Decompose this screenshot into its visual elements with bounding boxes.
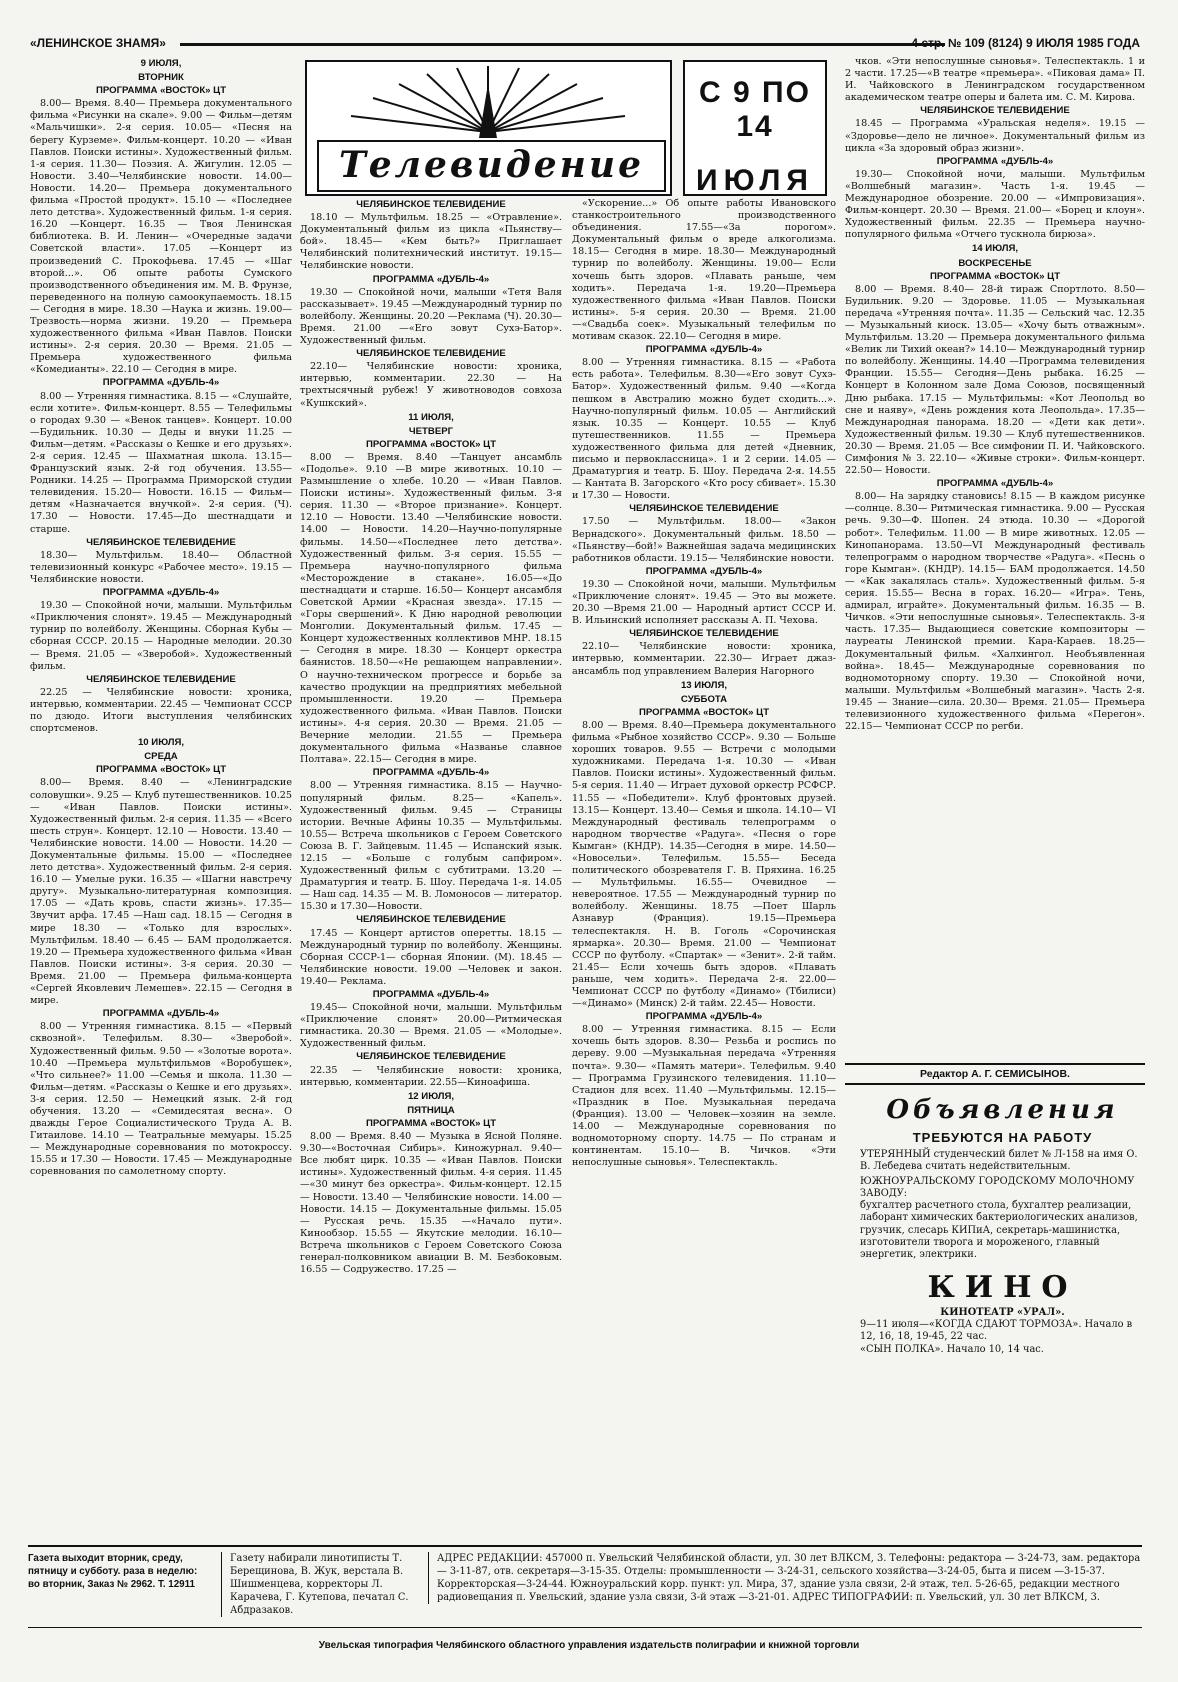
channel-heading: ПРОГРАММА «ВОСТОК» ЦТ — [95, 85, 227, 97]
program-listing: 19.30 — Спокойной ночи, малыши. Мультфильм «Приключения слонят». 19.45 — Международный турнир по волейболу. Женщины. Сборная Кубы — сборная СССР. 20.15 — Народные мелодии. 20.30 — Время. 21.05 — «Зверобой». Художественный фильм. — [30, 600, 292, 672]
program-listing: 8.00— Время. 8.40 — «Ленинградские соловушки». 9.25 — Клуб путешественников. 10.25 — «Иван Павлов. Поиски истины». Художественный фильм. 2-я серия. 11.35 — «Всего шесть струн». Концерт. 12.10 — Новости. 13.40 —Челябинские новости. 14.00 — Новости. 14.20 —Документальные фильмы. 15.00 — «Последнее лето детства». Художественный фильм. 2-я серия. 16.10 — Умелые руки. 16.35 — «Шагни навстречу другу». Музыкально-литературная композиция. 17.05 — «Дать кровь, спасти жизнь». 17.35— Звучит арфа. 17.45 —Наш сад. 18.15 — Сегодня в мире 18.30 — «Только для взрослых». Мультфильм. 18.40 — 6.45 — БАМ продолжается. 19.20 — Премьера художественного фильма «Иван Павлов. Поиски истины». 3-я серия. 20.30 — Время. 21.00 — Премьера фильма-концерта «Сергей Яковлевич Лемешев». 22.15 — Сегодня в мире. — [30, 777, 292, 1007]
program-listing: 17.50 — Мультфильм. 18.00— «Закон Вернадского». Документальный фильм. 18.50 — «Пьянству—бой!» Важнейшая задача медицинских работников области. 19.15— Челябинские новости. — [572, 516, 836, 564]
day-heading: 9 ИЮЛЯ, — [140, 58, 182, 69]
channel-heading: ПРОГРАММА «ДУБЛЬ-4» — [936, 478, 1054, 490]
program-listing: «Ускорение...» Об опыте работы Ивановского станкостроительного производственного объединения. 17.55—«За порогом». Документальный фильм о вреде алкоголизма. 18.15— Сегодня в мире. 18.30— Международный турнир по волейболу. Женщины. 19.00— Если хочешь быть здоров. «Плавать раньше, чем ходить». Передача 1-я. 19.20—Премьера художественного фильма «Иван Павлов. Поиски истины». 5-я серия. 20.30 — Время. 21.00 —«Свадьба соек». Музыкальный телефильм по мотивам сказок. 22.10— Сегодня в мире. — [572, 198, 836, 343]
program-listing: 18.30— Мультфильм. 18.40— Областной телевизионный конкурс «Рабочее место». 19.15 — Челябинские новости. — [30, 549, 292, 585]
channel-heading: ЧЕЛЯБИНСКОЕ ТЕЛЕВИДЕНИЕ — [86, 536, 236, 548]
ads-subtitle: ТРЕБУЮТСЯ НА РАБОТУ — [912, 1130, 1093, 1145]
program-listing: 17.45 — Концерт артистов оперетты. 18.15 — Международный турнир по волейболу. Женщины. Сборная СССР-1— сборная Японии. (М). 18.45 —Челябинские новости. 19.00 —Человек и закон. 19.40— Реклама. — [300, 927, 562, 987]
day-heading: СУББОТА — [680, 693, 728, 705]
column-1 — [30, 56, 292, 1179]
date-month: ИЮЛЯ — [696, 164, 814, 197]
channel-heading: ЧЕЛЯБИНСКОЕ ТЕЛЕВИДЕНИЕ — [920, 105, 1070, 117]
day-heading: ВОСКРЕСЕНЬЕ — [958, 257, 1032, 269]
channel-heading: ПРОГРАММА «ДУБЛЬ-4» — [645, 1011, 763, 1023]
program-listing: 18.45 — Программа «Уральская неделя». 19.15 — «Здоровье—дело не личное». Документальный фильм из цикла «За здоровый образ жизни». — [845, 118, 1145, 154]
program-listing: 22.25 — Челябинские новости: хроника, интервью, комментарии. 22.45 — Чемпионат СССР по дзюдо. Итоги выступления челябинских спортсменов. — [30, 686, 292, 735]
program-listing: 19.30 — Спокойной ночи, малыши «Тетя Валя рассказывает». 19.45 —Международный турнир по волейболу. Женщины. 20.20 —Реклама (Ч). 20.30— Время. 21.00 —«Его зовут Сухэ-Батор». Художественный фильм. — [300, 286, 562, 347]
day-heading: ПЯТНИЦА — [407, 1104, 455, 1116]
kino-title: КИНО — [927, 1269, 1078, 1305]
channel-heading: ПРОГРАММА «ДУБЛЬ-4» — [102, 377, 220, 389]
program-listing: 18.10 — Мультфильм. 18.25 — «Отравление». Документальный фильм из цикла «Пьянству—бой». 18.45— «Кем быть?» Приглашает Челябинский политехнический институт. 19.15— Челябинские новости. — [300, 212, 562, 272]
program-listing: 8.00 — Утренняя гимнастика. 8.15 — «Работа есть работа». Телефильм. 8.30—«Его зовут Сухэ-Батор». Художественный фильм. 9.40 —«Когда пешком в Австралию можно будет сходить...». Научно-популярный фильм. 10.05 — Английский язык. 10.35 — Концерт. 10.55 — Клуб путешественников. 11.55 — Премьера художественного фильма для детей «Дневник, письмо и первоклассница». 1 и 2 серии. 14.05 — Драматургия и театр. Б. Шоу. Передача 2-я. 14.55 — Кантата В. Загорского «Кто росу сбивает». 15.30 и 17.30 — Новости. — [572, 357, 836, 502]
channel-heading: ПРОГРАММА «ДУБЛЬ-4» — [102, 1008, 220, 1020]
channel-heading: ПРОГРАММА «ВОСТОК» ЦТ — [365, 438, 497, 450]
tv-masthead — [305, 60, 680, 194]
lost-notice: УТЕРЯННЫЙ студенческий билет № Л-158 на имя О. В. Лебедева считать недействительным. — [860, 1149, 1138, 1173]
channel-heading: ЧЕЛЯБИНСКОЕ ТЕЛЕВИДЕНИЕ — [629, 628, 779, 640]
program-listing: 8.00 — Утренняя гимнастика. 8.15 — «Слушайте, если хотите». Фильм-концерт. 8.55 — Телефильмы о городах 9.30 — «Венок танцев». Концерт. 10.00 —Будильник. 10.30 — Деды и внуки 11.25 — Фильм—детям. «Рассказы о Кешке и его друзьях». 2-я серия. 12.45 — Шахматная школа. 13.15—Французский язык. 2-й год обучения. 13.55— Родники. 14.25 — Программа Приморской студии телевидения. 15.20— Новости. 16.15 — Фильм—детям «Назначается внучкой». 2-я серия. (Ч). 17.30 — Новости. 17.45—До шестнадцати и старше. — [30, 390, 293, 535]
kino-show-2: «СЫН ПОЛКА». Начало 10, 14 час. — [860, 1343, 1044, 1355]
program-listing: 8.00 — Время. 8.40 — Музыка в Ясной Поляне. 9.30—«Восточная Сибирь». Киножурнал. 9.40— Все любят цирк. 10.35 — «Иван Павлов. Поиски истины». Художественный фильм. 4-я серия. 11.45—«30 минут без оркестра». Фильм-концерт. 12.15— Новости. 13.40 — Челябинские новости. 14.00 — Новости. 14.15 — Документальные фильмы. 15.05 — Русская речь. 15.35 —«Начало пути». Кинообзор. 15.55 — Якутские мелодии. 16.10— Встреча школьников с Героем Советского Союза генерал-полковником авиации В. М. Безбоковым. 16.55 — Содружество. 17.25 — — [300, 1131, 562, 1276]
program-listing: 8.00 — Утренняя гимнастика. 8.15 — Если хочешь быть здоров. 8.30— Резьба и роспись по дереву. 9.00 —Музыкальная передача «Утренняя почта». 9.30— «Память матери». Телефильм. 9.40— Программа Грузинского телевидения. 11.10— Стадион для всех. 11.40 —Мультфильмы. 12.15— «Праздник в Пое. Музыкальная передача (Франция). 13.00 — Человек—хозяин на земле. 14.00 — Международные соревнования по водномоторному спорту. 14.75 — По странам и континентам. 15.10— В. Чичков. «Эти непослушные сыновья». Телеспектакль. — [572, 1024, 836, 1169]
header-rule — [180, 43, 945, 46]
tv-title: Телевидение — [317, 140, 666, 192]
day-heading: СРЕДА — [144, 751, 178, 763]
jobs-list: бухгалтер расчетного стола, бухгалтер реализации, лаборант химических бактериологических анализов, грузчик, слесарь КИПиА, секретарь-машинистка, изготовители творога и мороженого, главный энергетик, электрики. — [860, 1200, 1138, 1261]
channel-heading: ПРОГРАММА «ДУБЛЬ-4» — [936, 155, 1054, 167]
printer-line: Увельская типография Челябинского областного управления издательств полиграфии и книжной торговли — [318, 1640, 860, 1651]
publication-schedule: Газета выходит вторник, среду, пятницу и субботу. раза в неделю: во вторник, Заказ № 2962. Т. 12911 — [28, 1553, 198, 1590]
channel-heading: ПРОГРАММА «ДУБЛЬ-4» — [645, 565, 763, 577]
program-listing: 8.00— На зарядку становись! 8.15 — В каждом рисунке—солнце. 8.30— Ритмическая гимнастика. 9.00 — Русская речь. 9.30—Ф. Шопен. 24 этюда. 10.30 — «Дорогой робот». Телефильм. 11.00 — В мире животных. 12.05 —Кинопанорама. 13.50—VI Международный фестиваль телепрограмм о народном творчестве «Радуга». «Песнь о горе Кымган». (КНДР). 14.15— БАМ продолжается. 14.50— «Как закалялась сталь». Художественный фильм. 5-я серия. 15.55— Весна в горах. 16.20— «Игра». Тень, адмирал, играйте». Документальный фильм. 16.35 — В. Чичков. «Эти непослушные сыновья». Телеспектакль. 3-я часть. 17.35— Выдающиеся советские композиторы — лауреаты Ленинской премии. Кара-Караев. 18.25— Документальный фильм. «Халхингол. Необъявленная война». 18.45— Международные соревнования по водномоторному спорту. 19.30 — Спокойной ночи, малыши. Мультфильм «Волшебный магазин». Часть 2-я. 19.45 — Знание—сила. 20.30— Время. 21.05— Премьера телевизионного художественного фильма «Перегон». 22.15— Чемпионат СССР по регби. — [845, 491, 1145, 733]
program-listing: 8.00 — Время. 8.40—Премьера документального фильма «Рыбное хозяйство СССР». 9.30 — Больше хороших товаров. 9.55 — Встречи с молодыми художниками. Передача 1-я. 10.30 — «Иван Павлов. Поиски истины». Художественный фильм. 5-я серия. 11.40 — Играет духовой оркестр РСФСР. 11.55 — «Победители». Клуб фронтовых друзей. 13.15— Концерт. 13.40— Семья и школа. 14.10— VI Международный фестиваль телепрограмм о народном творчестве «Радуга». «Песня о горе Кымган» (КНДР). 14.35—Сегодня в мире. 14.50— «Новосельи». Телефильм. 15.55— Беседа политического обозревателя Г. В. Пряхина. 16.25— Мультфильмы. 16.55— Очевидное —невероятное. 17.55 — Международный турнир по волейболу. Женщины. 18.75 —Поет Шарль Азнавур (Франция). 19.15—Премьера телеспектакля. Н. В. Гоголь «Сорочинская ярмарка». 20.30— Время. 21.00 — Чемпионат СССР по футболу. «Спартак» — «Зенит». 2-й тайм. 21.45— Если хочешь быть здоров. «Плавать раньше, чем ходить». Передача 2-я. 22.00— Чемпионат СССР по футболу «Динамо» (Тбилиси)—«Динамо» (Минск) 2-й тайм. 22.45— Новости. — [572, 719, 836, 1010]
channel-heading: ПРОГРАММА «ДУБЛЬ-4» — [372, 989, 490, 1000]
channel-heading: ЧЕЛЯБИНСКОЕ ТЕЛЕВИДЕНИЕ — [356, 914, 506, 926]
editor-line: Редактор А. Г. СЕМИСЫНОВ. — [845, 1063, 1145, 1085]
channel-heading: ПРОГРАММА «ДУБЛЬ-4» — [645, 344, 763, 356]
channel-heading: ПРОГРАММА «ДУБЛЬ-4» — [102, 587, 220, 599]
channel-heading: ЧЕЛЯБИНСКОЕ ТЕЛЕВИДЕНИЕ — [356, 348, 506, 360]
channel-heading: ПРОГРАММА «ВОСТОК» ЦТ — [929, 270, 1061, 282]
jobs-intro: ЮЖНОУРАЛЬСКОМУ ГОРОДСКОМУ МОЛОЧНОМУ ЗАВОДУ: — [860, 1175, 1135, 1199]
program-listing: 8.00 — Утренняя гимнастика. 8.15 — Научно-популярный фильм. 8.25— «Капель». Художественный фильм. 9.45 — Страницы истории. Вечные Афины 10.35 — Мультфильмы. 10.55— Встреча школьников с Героем Советского Союза В. Г. Зайцевым. 11.45 — Испанский язык. 12.15 — «Больше с голубым сапфиром». Художественный фильм с субтитрами. 13.20 — Драматургия и театр. Б. Шоу. Передача 1-я. 14.05 — Наш сад. 14.35 — М. В. Ломоносов — литератор. 15.30 и 17.30—Новости. — [300, 780, 562, 913]
editorial-address: АДРЕС РЕДАКЦИИ: 457000 п. Увельский Челябинской области, ул. 30 лет ВЛКСМ, 3. Телефоны: редактора — 3-24-73, зам. редактора — 3-11-87, отв. секретаря—3-15-35. Отделы: промышленности — 3-24-31, сельского хозяйства—3-24-05, быта и писем —3-15-37. Корректорская—3-24-44. Южноуральский корр. пункт: ул. Мира, 37, здание узла связи, 2-й этаж, тел. 5-26-65, редакции местного радиовещания п. Увельский, здание узла связи, 3-й этаж —3-21-01. АДРЕС ТИПОГРАФИИ: п. Увельский, ул. 30 лет ВЛКСМ, 3. — [428, 1552, 1151, 1604]
imprint-footer — [28, 1545, 1142, 1628]
day-heading: 12 ИЮЛЯ, — [407, 1090, 455, 1102]
column-3 — [572, 198, 836, 1169]
kino-show-1: 9—11 июля—«КОГДА СДАЮТ ТОРМОЗА». Начало в 12, 16, 18, 19-45, 22 час. — [860, 1318, 1133, 1343]
program-listing: 8.00— Время. 8.40— Премьера документального фильма «Рисунки на скале». 9.00 — Фильм—детям «Мальчишки». 2-я серия. 10.05— «Песня на берегу Курземе». Фильм-концерт. 10.20 — «Иван Павлов. Поиски истины». Художественный фильм. 1-я серия. 11.30— Поэзия. А. Жигулин. 12.05 — Новости. 3.40—Челябинские новости. 14.00—Новости. 14.20— Премьера документального фильма «Простой продукт». 15.10 — «Последнее лето детства». Художественный фильм. 1-я серия. 16.20 —Концерт. 16.35 — Твоя Ленинская библиотека. В. И. Ленин— «Очередные задачи Советской власти». 17.05 —Концерт из произведений С. Прокофьева. 17.45 — «Шаг второй...». Об опыте работы Сумского производственного объединения им. М. В. Фрунзе, переведенного на полную самоокупаемость. 18.15 — Сегодня в мире. 18.30 —Наука и жизнь. 19.00— Трезвость—норма жизни. 19.20 — Премьера художественного фильма «Иван Павлов. Поиски истины». 2-я серия. 20.30 — Время. 21.05 — Премьера художественного фильма «Комедианты». 22.10 — Сегодня в мире. — [30, 98, 292, 376]
channel-heading: ЧЕЛЯБИНСКОЕ ТЕЛЕВИДЕНИЕ — [86, 673, 236, 685]
program-listing: 8.00 — Время. 8.40— 28-й тираж Спортлото. 8.50— Будильник. 9.20 — Здоровье. 11.05 — Музыкальная передача «Утренняя почта». 11.35 — Сельский час. 12.35 — Музыкальный киоск. 13.05— «Хочу быть отважным». Мультфильм. 13.20 — Премьера документального фильма «Велик ли Тихий океан?» 14.10— Международный турнир по волейболу. Женщины. 14.40 —Программа телевидения Франции. 15.55— Сегодня—День рыбака. 16.25 — Концерт в Колонном зале Дома Союзов, посвященный Дню рыбака. 17.15 — Мультфильмы: «Кот Леопольд во сне и наяву», «День рождения кота Леопольда». 17.35—Международная панорама. 18.20 — «Дети как дети». Художественный фильм. 19.30 — Клуб путешественников. 20.30 — Время. 21.05 — Все симфонии П. И. Чайковского. Симфония № 3. 22.10— «Живые строки». Фильм-концерт. 22.50— Новости. — [845, 283, 1145, 477]
channel-heading: ПРОГРАММА «ДУБЛЬ-4» — [372, 767, 490, 779]
page-header — [30, 34, 1140, 54]
day-heading: 10 ИЮЛЯ, — [137, 737, 185, 749]
ads-title: Объявления — [886, 1095, 1119, 1125]
program-listing: чков. «Эти непослушные сыновья». Телеспектакль. 1 и 2 части. 17.25—«В театре «премьера». «Пиковая дама» П. И. Чайковского в Ленинградском государственном академическом театре оперы и балета им. С. М. Кирова. — [845, 56, 1145, 104]
channel-heading: ПРОГРАММА «ВОСТОК» ЦТ — [95, 764, 227, 776]
channel-heading: ПРОГРАММА «ВОСТОК» ЦТ — [638, 706, 770, 718]
program-listing: 19.30— Спокойной ночи, малыши. Мультфильм «Волшебный магазин». Часть 1-я. 19.45 — Международное обозрение. 20.00 — «Импровизация». Фильм-концерт. 20.30 — Время. 21.00— «Борец и клоун». Художественный фильм. 22.35 — Премьера научно-популярного фильма «Отчего тускнола бирюза». — [845, 168, 1145, 241]
column-2 — [300, 198, 562, 1276]
issue-line: 4 стр. № 109 (8124) 9 ИЮЛЯ 1985 ГОДА — [911, 36, 1140, 50]
program-listing: 22.10— Челябинские новости: хроника, интервью, комментарии. 22.30— Играет джаз-ансамбль под управлением Валерия Нагорного — [572, 641, 836, 677]
ads-section — [860, 1095, 1145, 1356]
day-heading: 14 ИЮЛЯ, — [971, 243, 1019, 255]
channel-heading: ПРОГРАММА «ВОСТОК» ЦТ — [365, 1117, 497, 1129]
day-heading: ВТОРНИК — [138, 72, 184, 84]
program-listing: 22.10— Челябинские новости: хроника, интервью, комментарии. 22.30 — На трехтысячный рубеж! У животноводов совхоза «Кушкский». — [300, 361, 562, 409]
date-range-box — [683, 60, 827, 196]
program-listing: 19.45— Спокойной ночи, малыши. Мультфильм «Приключение слонят» 20.00—Ритмическая гимнастика. 20.30 — Время. 21.05 — «Молодые». Художественный фильм. — [300, 1002, 562, 1050]
program-listing: 22.35 — Челябинские новости: хроника, интервью, комментарии. 22.55—Киноафиша. — [300, 1064, 562, 1088]
day-heading: ЧЕТВЕРГ — [408, 425, 454, 437]
program-listing: 8.00 — Время. 8.40 —Танцует ансамбль «Подолье». 9.10 —В мире животных. 10.10 —Размышление о хлебе. 10.20 — «Иван Павлов. Поиски истины». Художественный фильм. 3-я серия. 11.30 — «Второе признание». Концерт. 12.10 — Новости. 13.40 —Челябинские новости. 14.00 — Новости. 14.20—Научно-популярные фильмы. 14.50—«Последнее лето детства». Художественный фильм. 3-я серия. 15.55 — Премьера научно-популярного фильма «Месторождение в стакане». 16.05—«До шестнадцати и старше. 16.50— Концерт ансамбля Советской Армии «Красная звезда». 17.15 — «Горы свершений». К Дню народной революции Монголии. Документальный фильм. 17.45 — Концерт художественных коллективов МНР. 18.15— Сегодня в мире. 18.30 — Концерт оркестра баянистов. 18.50—«Не решающем направлении». О научно-техническом прогрессе и борьбе за качество продукции на предприятиях мебельной промышленности. 19.20 — Премьера художественного фильма. «Иван Павлов. Поиски истины». 4-я серия. 20.30 — Время. 21.05 — Вечерние мелодии. 21.55 — Премьера документального фильма «Названье славное Полтава». 22.15— Сегодня в мире. — [300, 451, 562, 766]
channel-heading: ЧЕЛЯБИНСКОЕ ТЕЛЕВИДЕНИЕ — [356, 1051, 506, 1063]
program-listing: 8.00 — Утренняя гимнастика. 8.15 — «Первый сквозной». Телефильм. 8.30— «Зверобой». Художественный фильм. 9.50 — «Золотые ворота». 10.40 —Премьера мультфильмов «Воробушек», «Что сильнее?» 11.00 —Семья и школа. 11.30 — Фильм—детям. «Рассказы о Кешке и его друзьях». 3-я серия. 12.50 — Немецкий язык. 2-й год обучения. 13.20 — «Семидесятая весна». О дважды Герое Социалистического Труда А. В. Гитаилове. 14.10 — Театральные мемуары. 15.25 — Международные соревнования по мотокроссу. 15.55 и 17.30 — Новости. 17.45 — Международные соревнования по самолетному спорту. — [30, 1021, 292, 1178]
column-4 — [845, 56, 1145, 733]
newspaper-name: «ЛЕНИНСКОЕ ЗНАМЯ» — [30, 36, 166, 50]
tv-logo-box — [305, 60, 672, 196]
date-range: С 9 ПО 14 — [699, 76, 811, 143]
day-heading: 11 ИЮЛЯ, — [408, 411, 454, 423]
channel-heading: ЧЕЛЯБИНСКОЕ ТЕЛЕВИДЕНИЕ — [629, 503, 779, 515]
channel-heading: ПРОГРАММА «ДУБЛЬ-4» — [372, 273, 490, 285]
kino-cinema: КИНОТЕАТР «УРАЛ». — [940, 1306, 1065, 1318]
program-listing: 19.30 — Спокойной ночи, малыши. Мультфильм «Приключение слонят». 19.45 — Это вы можете. 20.30 —Время 21.00 — Народный артист СССР И. В. Ильинский исполняет рассказы А. П. Чехова. — [572, 578, 836, 627]
typesetters: Газету набирали линотиписты Т. Берещинова, В. Жук, верстала В. Шишменцева, корректоры Л. Карачева, Г. Кутепова, печатал С. Абдразаков. — [221, 1552, 420, 1617]
day-heading: 13 ИЮЛЯ, — [680, 679, 728, 691]
channel-heading: ЧЕЛЯБИНСКОЕ ТЕЛЕВИДЕНИЕ — [356, 199, 506, 210]
